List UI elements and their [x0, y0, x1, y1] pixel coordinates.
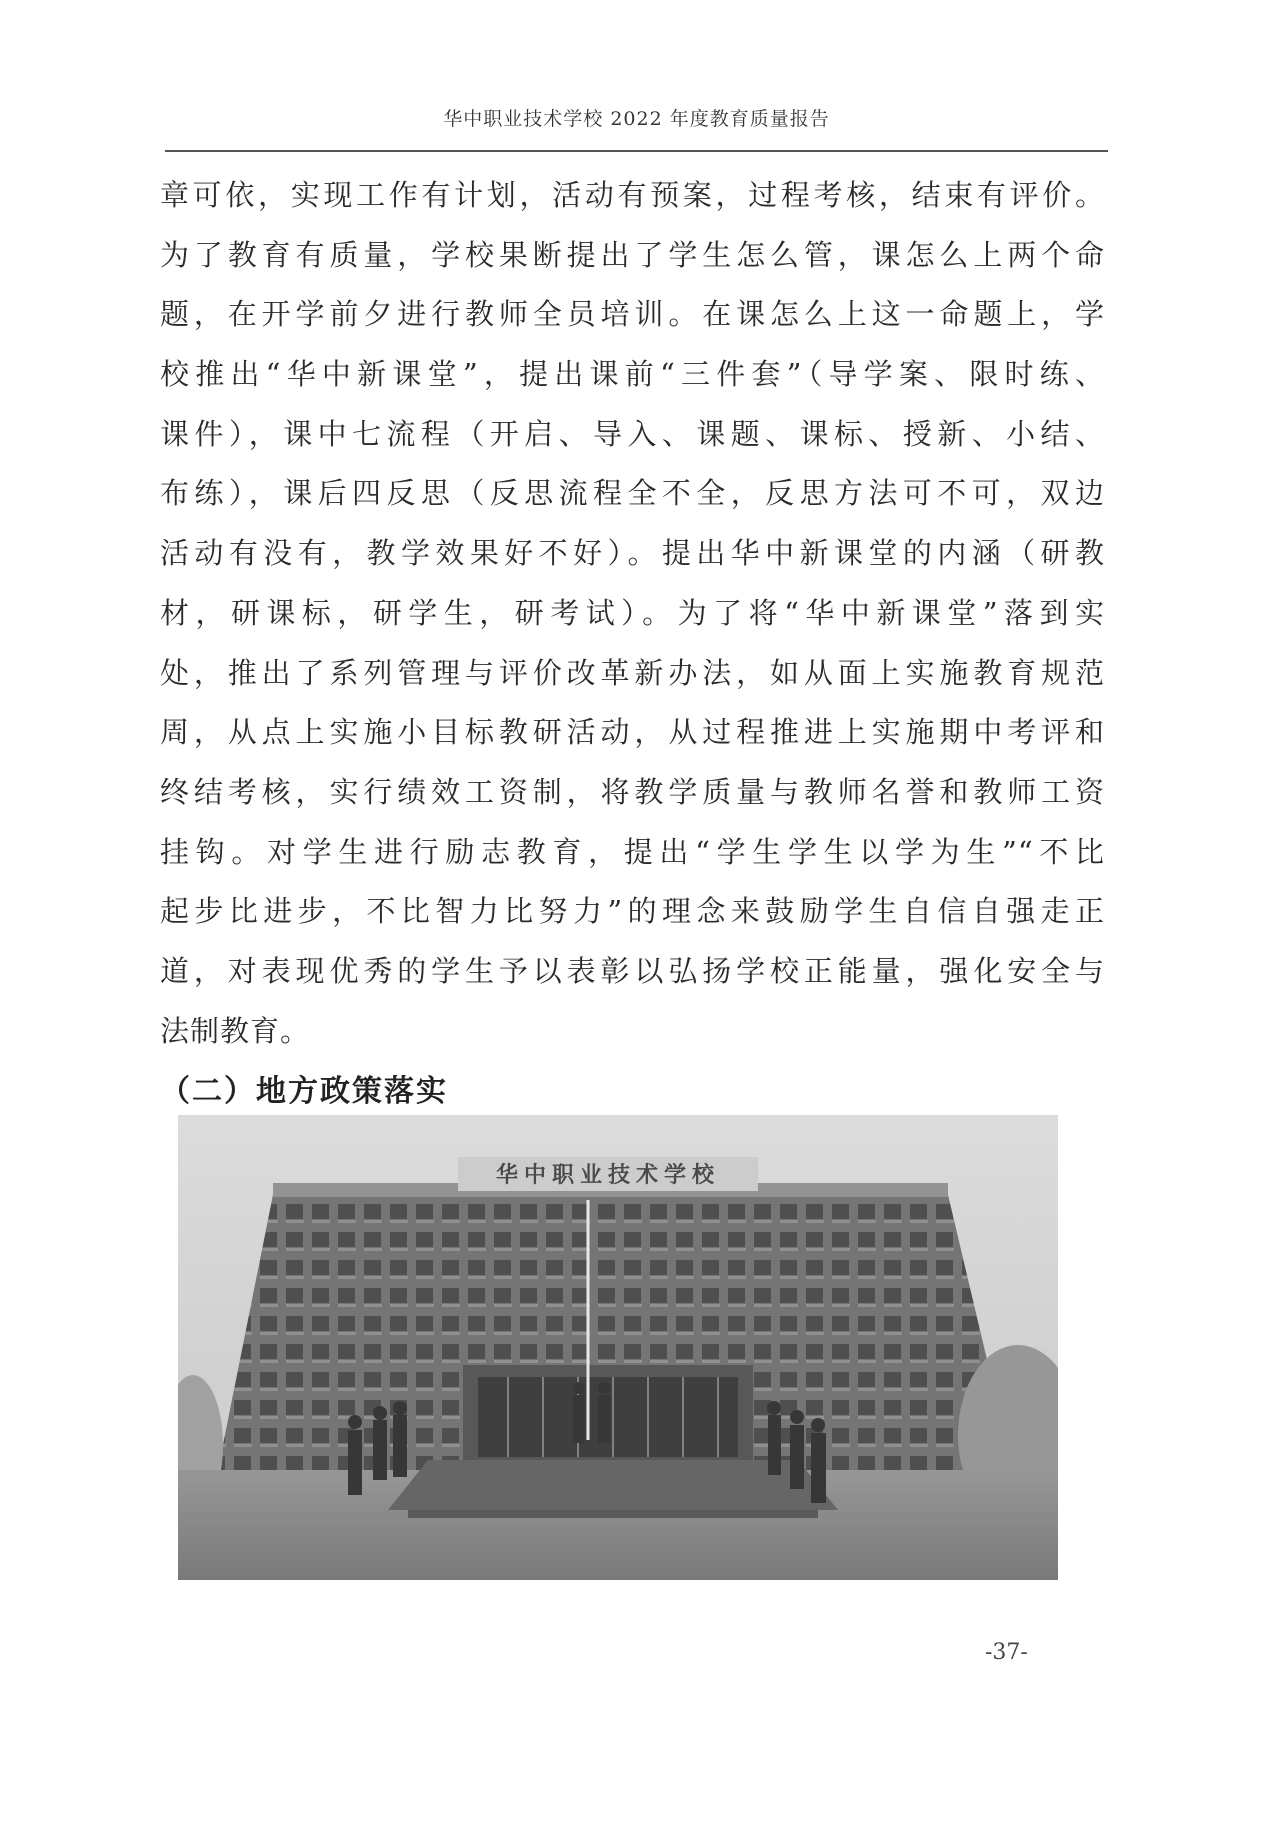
- text-line: 题，在开学前夕进行教师全员培训。在课怎么上这一命题上，学: [160, 297, 1105, 332]
- text-line: 周，从点上实施小目标教研活动，从过程推进上实施期中考评和: [160, 715, 1105, 750]
- text-line: 终结考核，实行绩效工资制，将教学质量与教师名誉和教师工资: [160, 774, 1105, 809]
- text-line: 为了教育有质量，学校果断提出了学生怎么管，课怎么上两个命: [160, 237, 1105, 272]
- page-header: 华中职业技术学校 2022 年度教育质量报告: [443, 108, 830, 130]
- school-building-photo: [178, 1115, 1058, 1580]
- section-heading: （二）地方政策落实: [160, 1074, 448, 1109]
- header-rule: [165, 150, 1108, 152]
- text-line: 课件），课中七流程（开启、导入、课题、课标、授新、小结、: [160, 416, 1105, 451]
- text-line: 章可依，实现工作有计划，活动有预案，过程考核，结束有评价。: [160, 178, 1105, 212]
- text-line: 活动有没有，教学效果好不好）。提出华中新课堂的内涵（研教: [160, 536, 1105, 571]
- body-paragraph: [160, 166, 1105, 1061]
- text-line: 布练），课后四反思（反思流程全不全，反思方法可不可，双边: [160, 476, 1105, 511]
- text-line: 道，对表现优秀的学生予以表彰以弘扬学校正能量，强化安全与: [160, 953, 1105, 988]
- text-line: 法制教育。: [160, 1013, 311, 1048]
- text-line: 校推出“华中新课堂”，提出课前“三件套”（导学案、限时练、: [160, 357, 1105, 392]
- text-line: 挂钩。对学生进行励志教育，提出“学生学生以学为生”“不比: [160, 834, 1105, 869]
- text-line: 处，推出了系列管理与评价改革新办法，如从面上实施教育规范: [160, 655, 1105, 690]
- page-number: -37-: [985, 1640, 1028, 1665]
- text-line: 材，研课标，研学生，研考试）。为了将“华中新课堂”落到实: [160, 595, 1105, 630]
- text-line: 起步比进步，不比智力比努力”的理念来鼓励学生自信自强走正: [160, 894, 1105, 929]
- building-sign: 华中职业技术学校: [495, 1163, 721, 1188]
